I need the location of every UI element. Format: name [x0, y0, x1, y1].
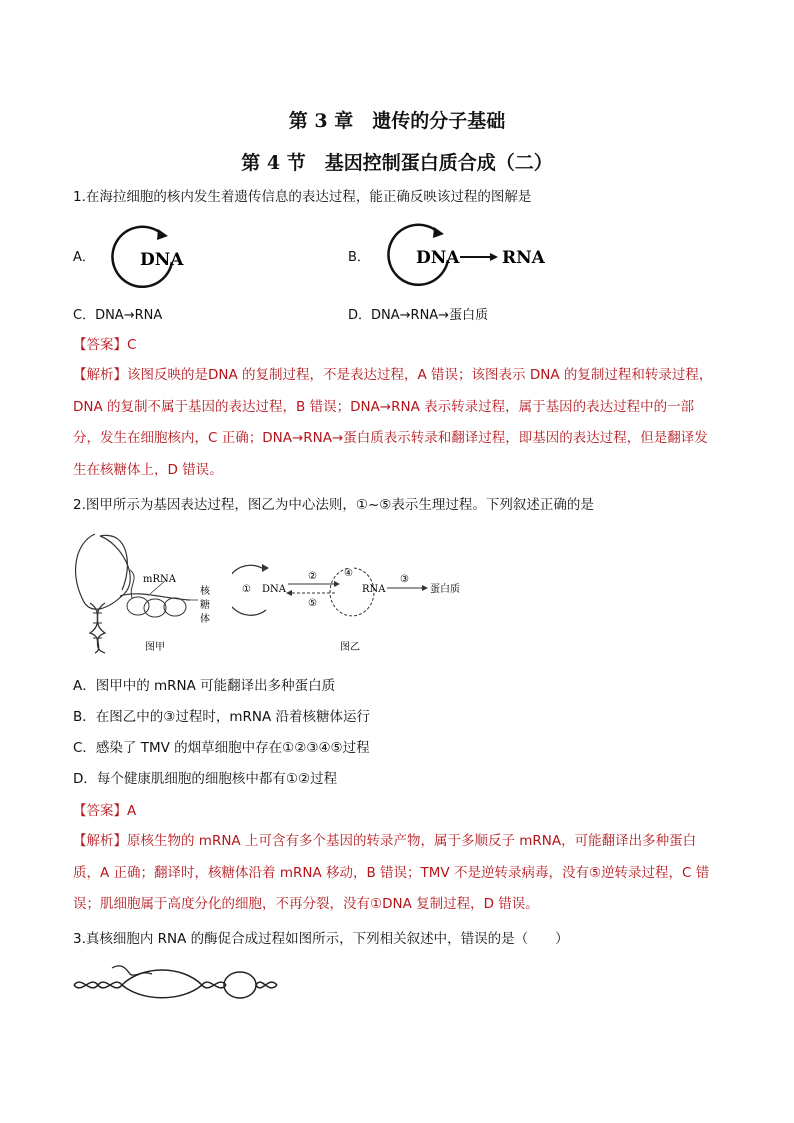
ribosome-label-3: 体 [200, 614, 210, 625]
q1-option-b-figure [380, 218, 555, 293]
figure-jia-caption: 图甲 [145, 642, 165, 653]
answer-value: C [127, 337, 137, 353]
rna-label: RNA [502, 248, 545, 268]
q2-stem: 2.图甲所示为基因表达过程，图乙为中心法则，①~⑤表示生理过程。下列叙述正确的是 [73, 497, 594, 513]
q1-option-b-label: B． [348, 250, 370, 265]
q1-option-d: D．DNA→RNA→蛋白质 [348, 308, 489, 323]
analysis-tag: 【解析】 [73, 833, 127, 849]
figure-yi-caption: 图乙 [340, 642, 360, 653]
section-title: 第 4 节 基因控制蛋白质合成（二） [241, 152, 553, 174]
rna-label: RNA [362, 584, 386, 595]
answer-tag: 【答案】 [73, 803, 127, 819]
q2-figure-yi [232, 560, 482, 655]
q1-option-a-figure [100, 220, 190, 295]
process-3-label: ③ [400, 574, 409, 585]
analysis-tag: 【解析】 [73, 367, 127, 383]
analysis-text: 该图反映的是DNA 的复制过程，不是表达过程，A 错误；该图表示 DNA 的复制过程和转录过程，DNA 的复制不属于基因的表达过程，B 错误；DNA→RNA 表示转录过程，属于基因的表达过程中的一部分，发生在细胞核内，C 正确；DNA→RNA→蛋白质表示转录和翻译过程，即基因的表达过程，但是翻译发生在核糖体上，D 错误。 [73, 367, 713, 478]
ribosome-label-2: 糖 [200, 600, 210, 611]
q2-analysis [73, 826, 721, 921]
q2-answer [73, 801, 136, 821]
q1-answer [73, 335, 136, 355]
q1-stem: 1.在海拉细胞的核内发生着遗传信息的表达过程，能正确反映该过程的图解是 [73, 189, 532, 205]
q2-figure-jia [70, 528, 230, 658]
protein-label: 蛋白质 [430, 584, 460, 595]
q3-figure-transcription [72, 960, 282, 1010]
process-2-label: ② [308, 571, 317, 582]
q1-analysis [73, 360, 721, 486]
q2-option-a: A．图甲中的 mRNA 可能翻译出多种蛋白质 [73, 678, 336, 694]
dna-label: DNA [262, 584, 286, 595]
answer-tag: 【答案】 [73, 337, 127, 353]
q3-stem: 3.真核细胞内 RNA 的酶促合成过程如图所示，下列相关叙述中，错误的是（ ） [73, 931, 569, 947]
chapter-title: 第 3 章 遗传的分子基础 [288, 110, 506, 132]
analysis-text: 原核生物的 mRNA 上可含有多个基因的转录产物，属于多顺反子 mRNA，可能翻译出多种蛋白质，A 正确；翻译时，核糖体沿着 mRNA 移动，B 错误；TMV 不是逆转录病毒，没有⑤逆转录过程，C 错误；肌细胞属于高度分化的细胞，不再分裂，没有①DNA 复制过程，D 错误。 [73, 833, 710, 912]
answer-value: A [127, 803, 137, 819]
q2-option-c: C．感染了 TMV 的烟草细胞中存在①②③④⑤过程 [73, 740, 370, 756]
q2-option-d: D．每个健康肌细胞的细胞核中都有①②过程 [73, 771, 338, 787]
q1-option-a-label: A． [73, 250, 95, 265]
q2-option-b: B．在图乙中的③过程时，mRNA 沿着核糖体运行 [73, 709, 371, 725]
ribosome-label-1: 核 [200, 586, 210, 597]
dna-label: DNA [416, 248, 460, 268]
dna-label: DNA [140, 250, 184, 270]
arrow-head-icon [490, 253, 498, 261]
process-5-label: ⑤ [308, 598, 317, 609]
process-1-label: ① [242, 584, 251, 595]
q1-option-c: C．DNA→RNA [73, 308, 163, 323]
mrna-label: mRNA [143, 574, 176, 585]
process-4-label: ④ [344, 568, 353, 579]
